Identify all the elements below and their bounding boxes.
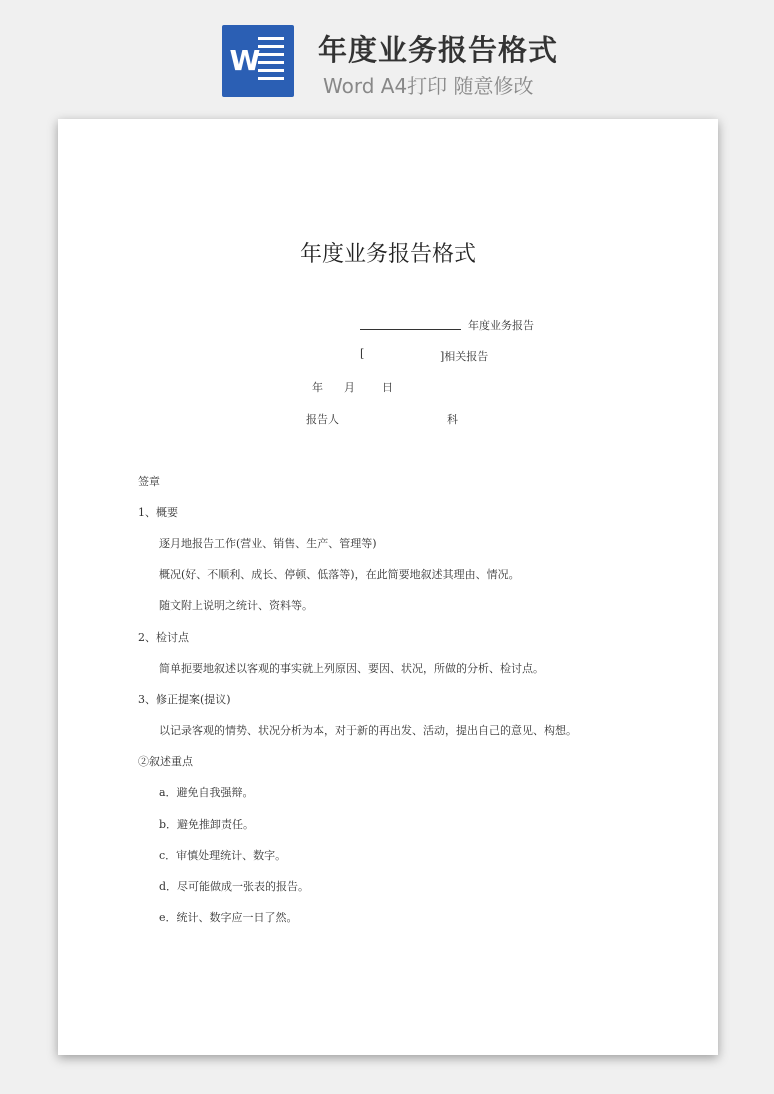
document-page (58, 119, 718, 1055)
header (0, 0, 774, 110)
report-name-suffix: 年度业务报告 (468, 319, 534, 332)
key-point-d: d．尽可能做成一张表的报告。 (159, 880, 310, 893)
key-point-e: e．统计、数字应一日了然。 (159, 911, 298, 924)
key-point-b: b．避免推卸责任。 (159, 818, 255, 831)
section-2-heading: 2、检讨点 (138, 631, 189, 644)
header-title: 年度业务报告格式 (318, 33, 559, 67)
date-month: 月 (344, 381, 355, 394)
key-point-c: c．审慎处理统计、数字。 (159, 849, 287, 862)
section-1-heading: 1、概要 (138, 506, 178, 519)
related-left-bracket: [ (360, 347, 365, 360)
date-day: 日 (382, 381, 393, 394)
key-points-heading: ②叙述重点 (138, 755, 193, 768)
date-year: 年 (312, 381, 323, 394)
section-1-line-1: 逐月地报告工作(营业、销售、生产、管理等) (159, 537, 377, 550)
section-3-line-1: 以记录客观的情势、状况分析为本，对于新的再出发、活动，提出自己的意见、构想。 (159, 724, 577, 737)
reporter-label: 报告人 (306, 413, 339, 426)
section-1-line-3: 随文附上说明之统计、资料等。 (159, 599, 313, 612)
report-name-blank (360, 329, 461, 330)
related-suffix: ]相关报告 (440, 350, 489, 363)
section-3-heading: 3、修正提案(提议) (138, 693, 231, 706)
word-icon-letter: W (229, 44, 261, 77)
section-2-line-1: 简单扼要地叙述以客观的事实就上列原因、要因、状况，所做的分析、检讨点。 (159, 662, 544, 675)
sign-label: 签章 (138, 475, 160, 488)
document-title: 年度业务报告格式 (299, 242, 476, 267)
header-subtitle: Word A4打印 随意修改 (323, 74, 534, 98)
word-icon (222, 25, 294, 97)
section-1-line-2: 概况(好、不顺利、成长、停顿、低落等)，在此简要地叙述其理由、情况。 (159, 568, 520, 581)
dept-label: 科 (447, 413, 458, 426)
key-point-a: a．避免自我强辩。 (159, 786, 254, 799)
